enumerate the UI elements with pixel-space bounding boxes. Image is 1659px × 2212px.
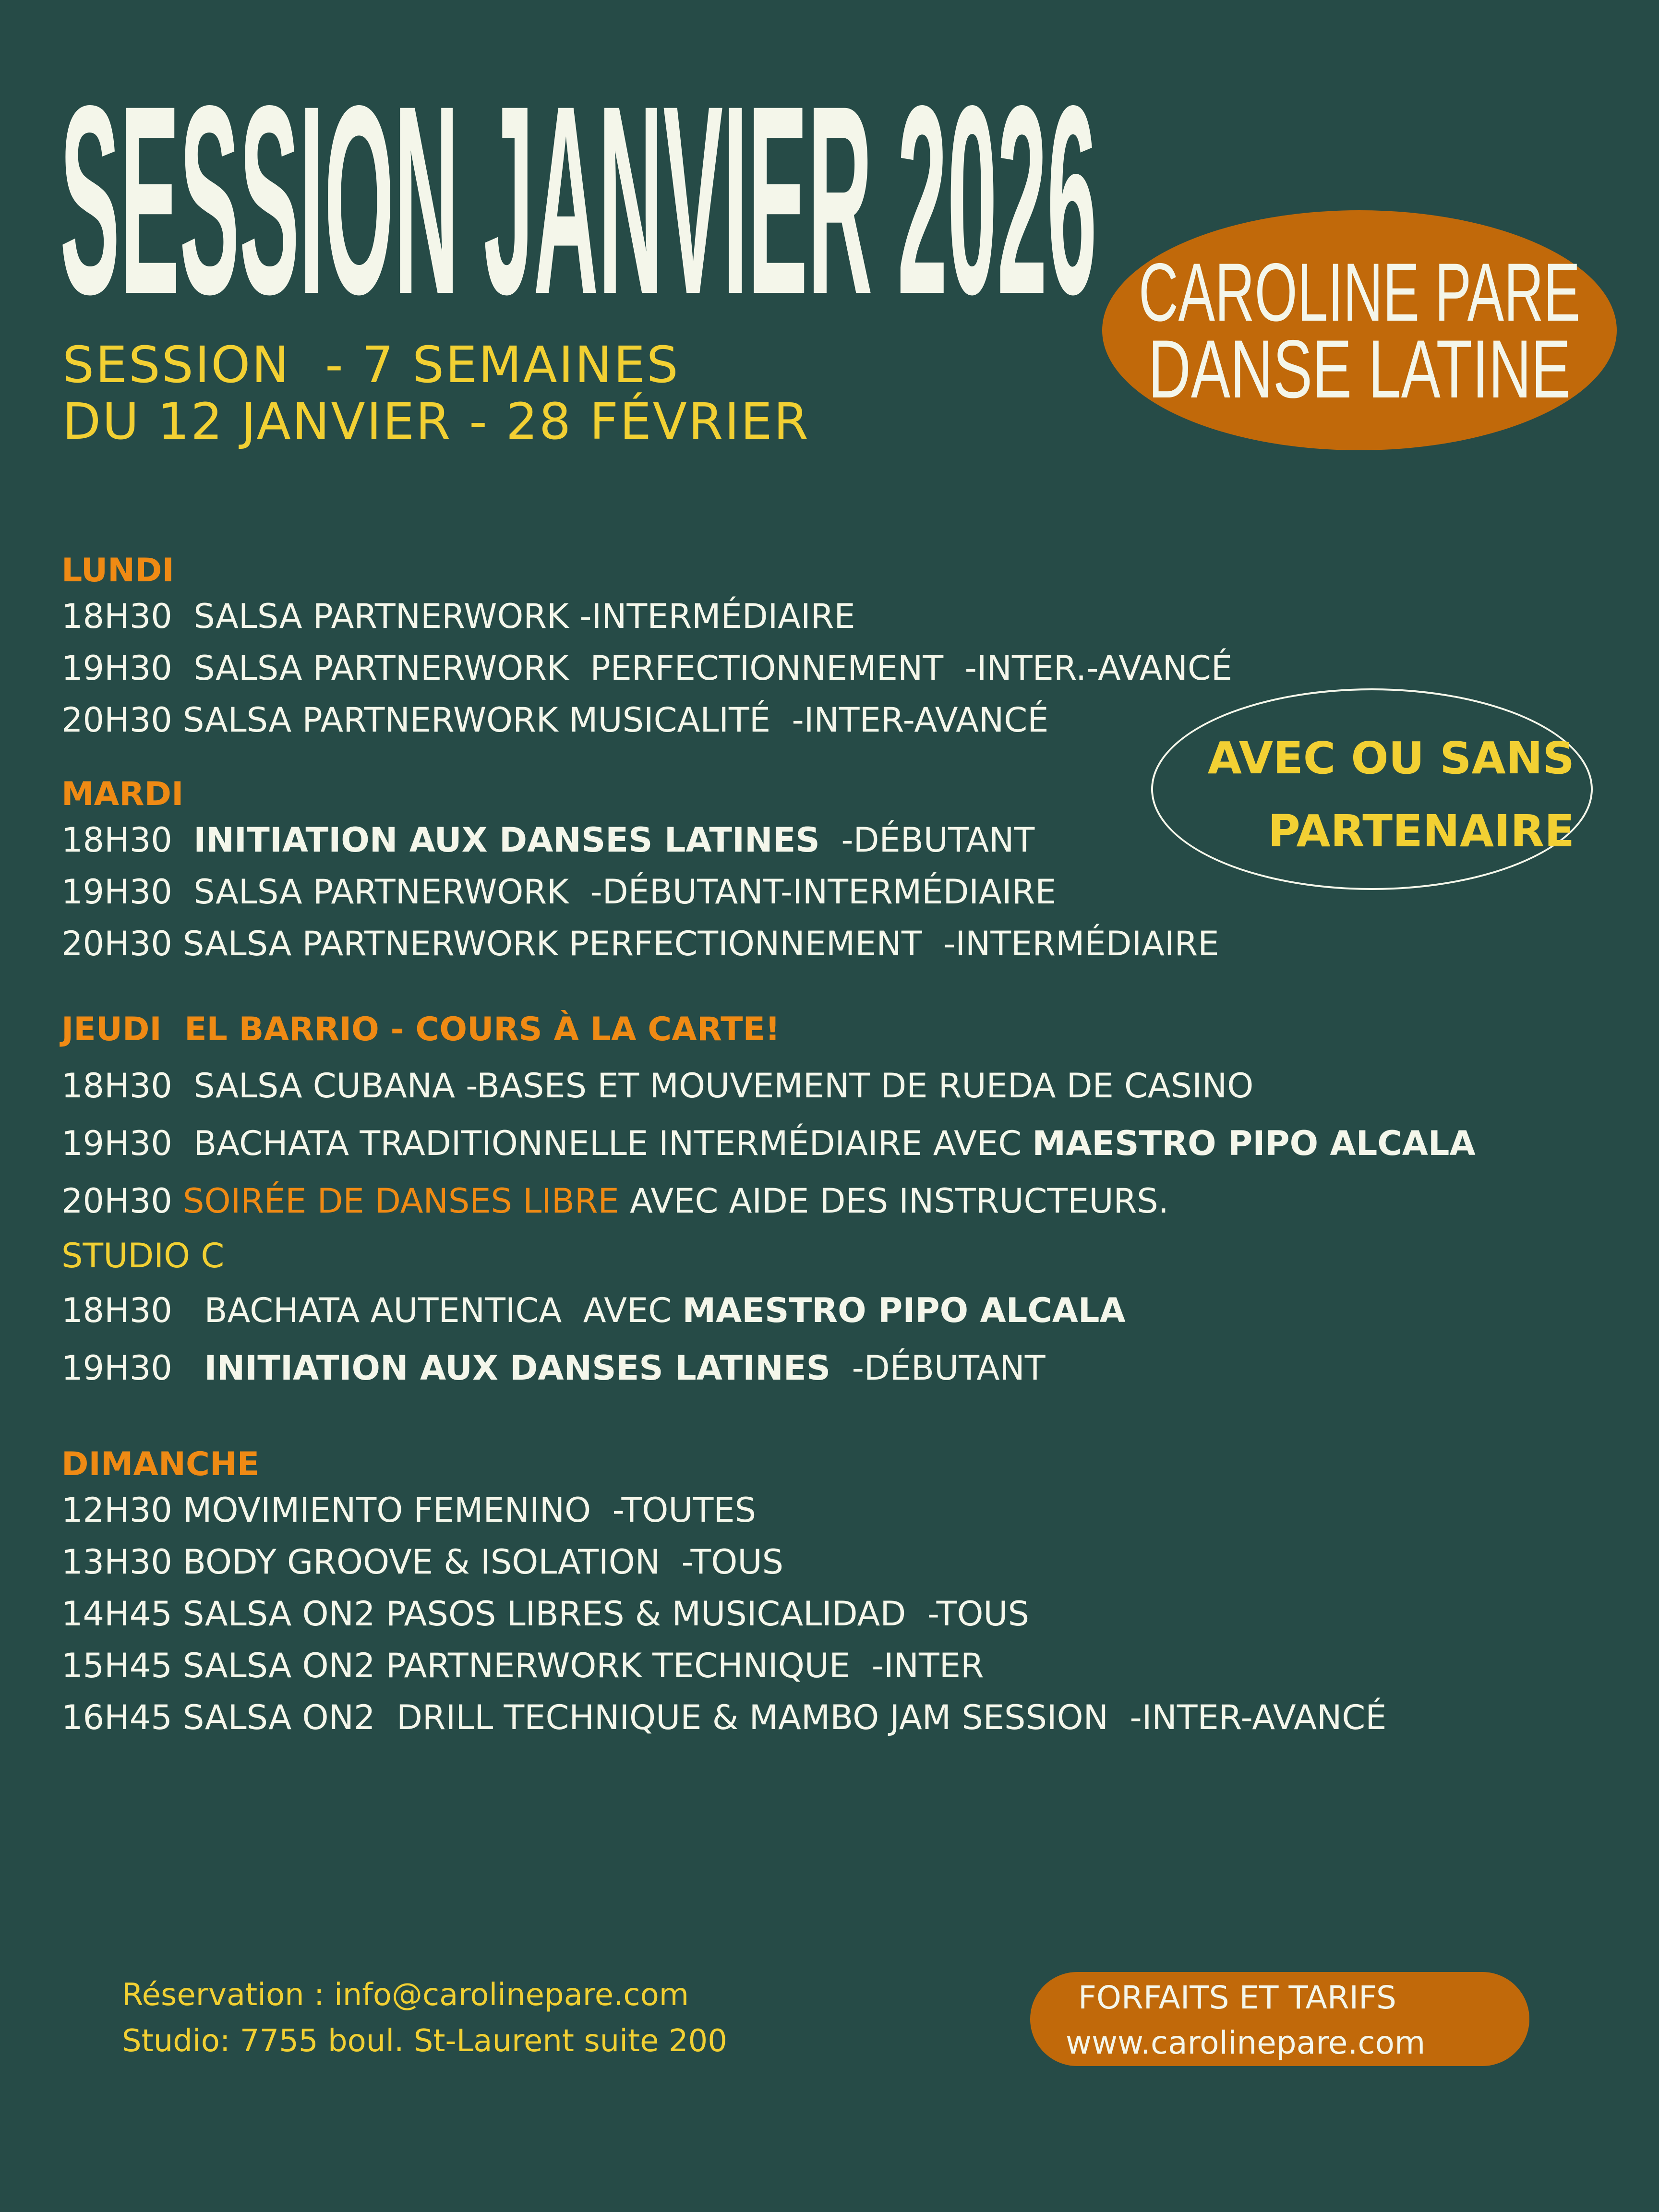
- session-dates: DU 12 JANVIER - 28 FÉVRIER: [62, 392, 810, 451]
- class-time: 20H30: [61, 1181, 183, 1221]
- class-text: 18H30 BACHATA AUTENTICA AVEC: [61, 1291, 683, 1330]
- class-row: 12H30 MOVIMIENTO FEMENINO -TOUTES: [61, 1491, 756, 1530]
- day-header-mardi: MARDI: [61, 775, 184, 813]
- day-jeudi: [61, 1010, 1646, 1397]
- class-row: 20H30 SALSA PARTNERWORK MUSICALITÉ -INTER-AVANCÉ: [61, 700, 1049, 740]
- class-row: 19H30 SALSA PARTNERWORK -DÉBUTANT-INTERMÉDIAIRE: [61, 872, 1057, 912]
- class-row: [61, 1172, 1646, 1230]
- title-text: SESSION JANVIER 2026: [60, 49, 1097, 350]
- partner-note-line-1: AVEC OU SANS: [1207, 733, 1575, 784]
- day-dimanche: [61, 1445, 1646, 1743]
- brand-text: [1102, 210, 1617, 450]
- pricing-label[interactable]: FORFAITS ET TARIFS: [1078, 1979, 1396, 2016]
- class-text: AVEC AIDE DES INSTRUCTEURS.: [619, 1181, 1169, 1221]
- class-row: 13H30 BODY GROOVE & ISOLATION -TOUS: [61, 1542, 784, 1582]
- class-name-bold: INITIATION AUX DANSES LATINES: [204, 1348, 831, 1388]
- day-mardi: [61, 775, 1646, 970]
- class-row: 16H45 SALSA ON2 DRILL TECHNIQUE & MAMBO JAM SESSION -INTER-AVANCÉ: [61, 1698, 1387, 1737]
- instructor-name: MAESTRO PIPO ALCALA: [1032, 1124, 1476, 1163]
- class-row: 14H45 SALSA ON2 PASOS LIBRES & MUSICALIDAD -TOUS: [61, 1594, 1030, 1634]
- class-row: 19H30 SALSA PARTNERWORK PERFECTIONNEMENT -INTER.-AVANCÉ: [61, 649, 1233, 688]
- schedule: [61, 551, 1646, 1743]
- class-time: 19H30: [61, 1348, 204, 1388]
- studio-address: Studio: 7755 boul. St-Laurent suite 200: [122, 2023, 727, 2059]
- class-level: -DÉBUTANT: [819, 820, 1035, 860]
- brand-line-1: CAROLINE PARE: [1139, 246, 1580, 338]
- event-highlight: SOIRÉE DE DANSES LIBRE: [183, 1181, 619, 1221]
- class-row: [61, 814, 1646, 866]
- page-title: [60, 49, 1135, 350]
- class-time: 18H30: [61, 820, 194, 860]
- instructor-name: MAESTRO PIPO ALCALA: [682, 1291, 1126, 1330]
- brand-line-2: DANSE LATINE: [1148, 323, 1571, 415]
- session-duration: SESSION - 7 SEMAINES: [62, 336, 680, 394]
- partner-note-line-2: PARTENAIRE: [1268, 805, 1575, 857]
- studio-c-label: STUDIO C: [61, 1236, 225, 1275]
- day-lundi: [61, 551, 1646, 746]
- day-header-dimanche: DIMANCHE: [61, 1445, 260, 1483]
- class-row: [61, 1339, 1646, 1397]
- class-name-bold: INITIATION AUX DANSES LATINES: [193, 820, 820, 860]
- class-row: 18H30 SALSA PARTNERWORK -INTERMÉDIAIRE: [61, 597, 855, 636]
- class-row: 18H30 SALSA CUBANA -BASES ET MOUVEMENT DE RUEDA DE CASINO: [61, 1066, 1254, 1106]
- class-row: [61, 1282, 1646, 1339]
- class-text: 19H30 BACHATA TRADITIONNELLE INTERMÉDIAIRE AVEC: [61, 1124, 1033, 1163]
- class-row: 20H30 SALSA PARTNERWORK PERFECTIONNEMENT -INTERMÉDIAIRE: [61, 924, 1219, 963]
- class-level: -DÉBUTANT: [830, 1348, 1046, 1388]
- day-header-lundi: LUNDI: [61, 552, 174, 589]
- website-link[interactable]: www.carolinepare.com: [1066, 2024, 1426, 2061]
- day-header-jeudi: JEUDI EL BARRIO - COURS À LA CARTE!: [61, 1010, 780, 1048]
- class-row: [61, 1115, 1646, 1172]
- reservation-email[interactable]: Réservation : info@carolinepare.com: [122, 1977, 689, 2013]
- class-row: 15H45 SALSA ON2 PARTNERWORK TECHNIQUE -INTER: [61, 1646, 984, 1685]
